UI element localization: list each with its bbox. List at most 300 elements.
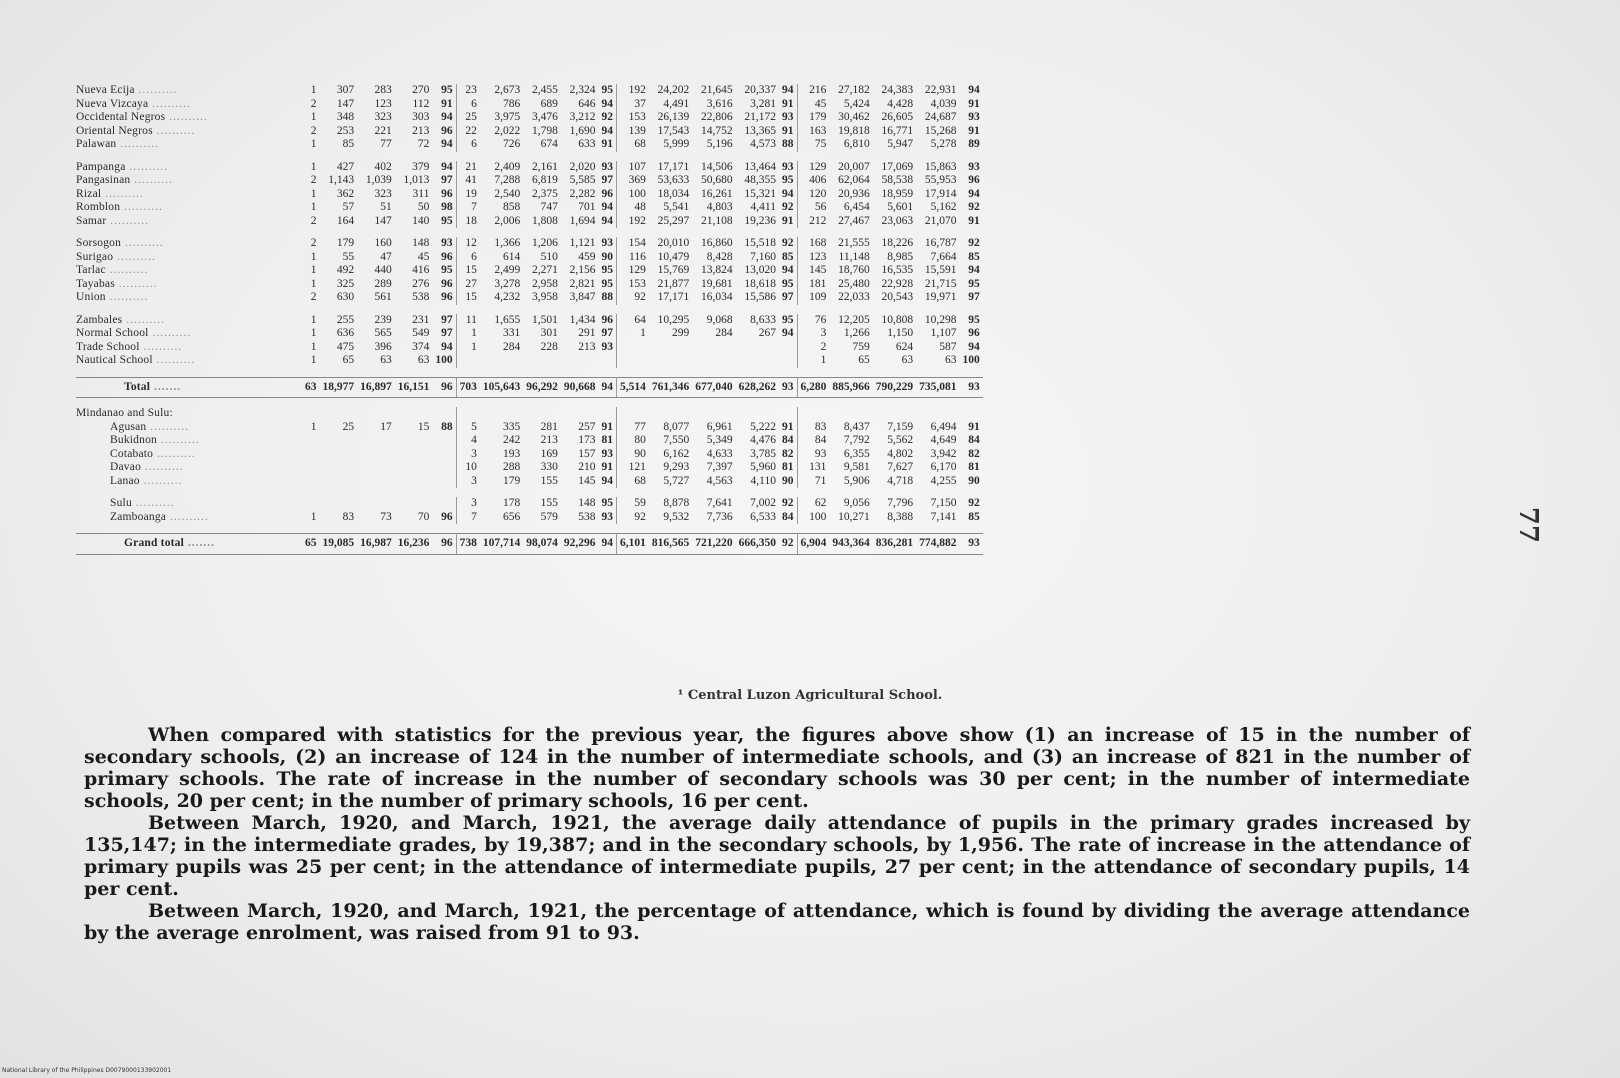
- table-cell: 93: [599, 237, 617, 251]
- table-cell: 475: [336, 340, 355, 353]
- table-cell: 94: [968, 187, 980, 200]
- table-cell: [523, 407, 561, 421]
- row-label-text: Lanao: [110, 474, 140, 487]
- table-cell: 192: [628, 214, 646, 227]
- table-cell: 5: [471, 420, 477, 433]
- table-cell: 1: [471, 340, 477, 353]
- table-cell: 4,039: [930, 97, 957, 110]
- table-cell: 25: [342, 420, 355, 433]
- table-cell: 160: [374, 237, 392, 249]
- table-cell: 16,860: [701, 237, 733, 249]
- table-cell: 94: [968, 340, 980, 353]
- table-cell: 22,806: [701, 111, 733, 123]
- table-cell: 16,787: [924, 237, 957, 249]
- table-cell: 92: [968, 201, 980, 213]
- table-cell: 4,649: [930, 434, 957, 446]
- table-cell: 231: [412, 313, 430, 326]
- table-cell: 93: [599, 511, 617, 525]
- table-cell: 1: [310, 510, 317, 523]
- table-cell: 633: [578, 138, 596, 150]
- row-label-text: Pampanga: [76, 160, 126, 173]
- row-label-text: Total: [124, 380, 151, 393]
- table-cell: 14,506: [701, 160, 733, 173]
- table-cell: 1: [310, 160, 317, 173]
- table-cell: 131: [809, 461, 827, 473]
- table-cell: 213: [412, 124, 430, 137]
- table-cell: 145: [578, 474, 596, 487]
- table-cell: 7,159: [887, 420, 914, 433]
- table-cell: 140: [412, 214, 430, 227]
- table-cell: 15,268: [924, 124, 957, 137]
- table-cell: 19,236: [744, 214, 776, 227]
- table-cell: 2,022: [494, 124, 521, 137]
- table-cell: 16,897: [357, 377, 395, 398]
- table-cell: 1: [310, 187, 317, 200]
- table-row: [76, 251, 983, 265]
- table-cell: 5,947: [887, 138, 914, 150]
- table-cell: 858: [503, 201, 521, 213]
- table-cell: 8,633: [750, 313, 776, 326]
- table-cell: 735,081: [916, 377, 959, 398]
- row-label: [76, 125, 302, 139]
- table-cell: 406: [809, 174, 827, 186]
- table-cell: 192: [628, 84, 646, 96]
- row-label: [76, 237, 302, 251]
- table-row: [76, 461, 983, 475]
- table-cell: 4,428: [887, 97, 914, 110]
- table-cell: [779, 354, 797, 368]
- table-cell: 98,074: [523, 534, 561, 555]
- table-cell: 18,618: [744, 277, 776, 290]
- table-cell: 3: [471, 474, 477, 487]
- table-cell: 15,591: [924, 264, 957, 276]
- table-cell: 23,063: [881, 214, 914, 227]
- row-spacer: [76, 305, 983, 314]
- table-cell: 90: [968, 474, 980, 487]
- table-cell: 94: [599, 215, 617, 229]
- table-cell: 13,365: [744, 124, 776, 137]
- row-label: [76, 475, 302, 489]
- table-cell: 22,928: [881, 277, 914, 290]
- table-cell: 93: [814, 447, 827, 460]
- table-cell: 97: [779, 291, 797, 305]
- table-cell: 416: [412, 264, 430, 276]
- row-label-text: Sorsogon: [76, 237, 122, 249]
- table-cell: [916, 407, 959, 421]
- table-cell: 7,288: [494, 174, 521, 186]
- table-cell: 459: [578, 250, 596, 263]
- table-cell: 10,808: [881, 313, 914, 326]
- table-cell: 307: [336, 84, 355, 96]
- table-cell: 45: [417, 250, 430, 263]
- table-cell: 9,056: [843, 497, 870, 509]
- row-label: [76, 461, 302, 475]
- table-cell: [432, 448, 456, 462]
- table-cell: [357, 461, 395, 475]
- table-cell: 9,581: [843, 461, 870, 473]
- row-spacer: [76, 398, 983, 408]
- table-cell: 4,476: [750, 434, 776, 446]
- table-cell: 1,808: [532, 214, 558, 227]
- table-cell: 1,039: [365, 174, 392, 186]
- table-cell: 239: [374, 313, 392, 326]
- table-cell: 1: [310, 354, 317, 366]
- table-cell: 96: [599, 314, 617, 328]
- table-cell: 80: [634, 434, 646, 446]
- table-cell: 289: [374, 277, 392, 290]
- table-row: [76, 354, 983, 368]
- table-cell: 154: [628, 237, 646, 249]
- table-cell: 7,736: [706, 510, 733, 523]
- table-cell: 213: [578, 340, 596, 353]
- table-cell: 759: [852, 340, 870, 353]
- table-cell: 157: [578, 447, 596, 460]
- table-cell: 2: [310, 237, 317, 249]
- table-cell: [320, 461, 358, 475]
- table-cell: 94: [779, 327, 797, 341]
- table-cell: 212: [809, 214, 827, 227]
- table-cell: 1,655: [494, 313, 521, 326]
- table-cell: 93: [779, 161, 797, 175]
- table-cell: 17,171: [657, 160, 690, 173]
- table-cell: 1,206: [532, 237, 558, 249]
- leader-dots: ..........: [146, 420, 189, 433]
- table-cell: 4,718: [887, 474, 914, 487]
- table-cell: 5,999: [663, 138, 690, 150]
- table-cell: [692, 407, 735, 421]
- table-cell: 1,694: [569, 214, 596, 227]
- table-cell: 2: [820, 340, 827, 353]
- table-cell: 88: [432, 421, 456, 435]
- table-cell: 15,769: [657, 264, 690, 276]
- table-cell: 303: [412, 111, 430, 123]
- table-cell: 19,971: [924, 291, 957, 303]
- table-cell: 94: [779, 188, 797, 202]
- row-label: [76, 188, 302, 202]
- table-row: [76, 434, 983, 448]
- row-label-text: Nueva Ecija: [76, 84, 135, 96]
- table-cell: 299: [672, 327, 690, 339]
- table-cell: 538: [412, 291, 430, 303]
- table-cell: 16,236: [395, 534, 433, 555]
- row-label: [76, 161, 302, 175]
- table-row: [76, 161, 983, 175]
- table-row: [76, 215, 983, 229]
- table-cell: 96: [432, 125, 456, 139]
- table-cell: 8,388: [887, 510, 914, 523]
- table-cell: 51: [380, 201, 392, 213]
- table-cell: 93: [968, 111, 980, 123]
- table-cell: 1,798: [532, 124, 558, 137]
- row-label-text: Mindanao and Sulu:: [76, 407, 173, 419]
- table-cell: 12: [465, 237, 477, 249]
- table-cell: [736, 354, 779, 368]
- table-cell: 16,535: [881, 264, 914, 276]
- table-cell: 94: [432, 341, 456, 355]
- paragraph-1: When compared with statistics for the previous year, the figures above show (1) an increase of 15 in the number of secondary schools, (2) an increase of 124 in the number of intermediate schools, and (3) an increase of 821 in the number of primary schools. The rate of increase in the number of secondary schools was 30 per cent; in the number of intermediate schools, 20 per cent; in the number of primary schools, 16 per cent.: [84, 724, 1470, 812]
- table-cell: 93: [432, 237, 456, 251]
- table-cell: 120: [809, 187, 827, 200]
- table-cell: 2,282: [569, 187, 596, 200]
- table-cell: 790,229: [873, 377, 916, 398]
- table-cell: [523, 354, 561, 368]
- table-cell: 19: [465, 187, 477, 200]
- table-row: [76, 201, 983, 215]
- table-cell: 331: [503, 327, 521, 339]
- table-cell: 93: [960, 534, 983, 555]
- leader-dots: ..........: [141, 461, 184, 473]
- table-row: [76, 421, 983, 435]
- table-cell: 3,958: [532, 291, 558, 303]
- table-cell: 178: [503, 497, 521, 509]
- table-cell: 17,171: [657, 291, 690, 303]
- table-cell: 123: [374, 97, 392, 110]
- table-cell: 325: [336, 277, 355, 290]
- table-cell: 91: [968, 97, 980, 110]
- table-cell: 20,543: [881, 291, 914, 303]
- table-cell: 92: [968, 237, 980, 249]
- table-cell: 96: [432, 278, 456, 292]
- table-cell: 96: [432, 534, 456, 555]
- row-spacer: [76, 152, 983, 161]
- table-cell: 148: [412, 237, 430, 249]
- row-label: [76, 174, 302, 188]
- table-cell: 63: [302, 377, 320, 398]
- table-cell: 18,977: [320, 377, 358, 398]
- table-cell: 94: [779, 84, 797, 98]
- table-cell: 100: [628, 187, 646, 200]
- row-label: [76, 377, 302, 398]
- table-cell: 94: [432, 111, 456, 125]
- leader-dots: ..........: [125, 160, 169, 173]
- table-cell: 510: [540, 250, 558, 263]
- table-cell: 7,141: [930, 510, 957, 523]
- table-cell: 100: [432, 354, 456, 368]
- table-cell: 96: [599, 188, 617, 202]
- table-cell: 75: [814, 138, 827, 150]
- table-cell: 5,906: [843, 474, 870, 487]
- leader-dots: ..........: [131, 497, 175, 509]
- table-cell: 85: [779, 251, 797, 265]
- table-cell: [617, 341, 649, 355]
- table-row: [76, 291, 983, 305]
- table-cell: 94: [432, 161, 456, 175]
- table-cell: 5,541: [663, 201, 690, 213]
- table-cell: 92: [779, 534, 797, 555]
- table-cell: 91: [599, 138, 617, 152]
- table-cell: 721,220: [692, 534, 735, 555]
- table-cell: 94: [599, 201, 617, 215]
- table-cell: 374: [412, 340, 430, 353]
- table-cell: 210: [578, 461, 596, 473]
- table-cell: 4,633: [706, 447, 733, 460]
- table-cell: 1,434: [569, 313, 596, 326]
- table-row: [76, 278, 983, 292]
- table-cell: [649, 354, 692, 368]
- table-cell: 93: [968, 160, 980, 173]
- row-label-text: Bukidnon: [110, 434, 157, 446]
- table-cell: 5,222: [750, 420, 776, 433]
- table-cell: 107,714: [480, 534, 523, 555]
- table-cell: 168: [809, 237, 827, 249]
- table-cell: 5,424: [843, 97, 870, 110]
- table-cell: 148: [578, 497, 596, 509]
- table-cell: 2,958: [532, 277, 558, 290]
- table-cell: 402: [374, 160, 392, 173]
- table-cell: 8,437: [843, 420, 870, 433]
- row-label-text: Romblon: [76, 201, 121, 213]
- row-label-text: Palawan: [76, 138, 117, 150]
- table-cell: 7,160: [750, 250, 776, 263]
- table-cell: [395, 448, 433, 462]
- table-cell: 5,585: [569, 174, 596, 186]
- table-row: [76, 188, 983, 202]
- table-cell: 4,255: [930, 474, 957, 487]
- table-cell: 93: [779, 377, 797, 398]
- table-cell: 11,148: [838, 250, 870, 263]
- table-cell: 10,271: [838, 510, 870, 523]
- table-row: [76, 475, 983, 489]
- table-cell: 17,069: [881, 160, 914, 173]
- row-label-text: Rizal: [76, 187, 102, 200]
- table-cell: 24,687: [924, 111, 957, 123]
- table-cell: 6,170: [930, 461, 957, 473]
- table-cell: 27,182: [838, 84, 870, 96]
- row-label-text: Tarlac: [76, 264, 106, 276]
- table-cell: 1: [310, 264, 317, 276]
- row-spacer: [76, 488, 983, 497]
- table-cell: 62: [814, 497, 827, 509]
- table-cell: 2,455: [532, 84, 558, 96]
- table-cell: 281: [540, 420, 558, 433]
- table-cell: 63: [901, 354, 914, 366]
- table-cell: 96: [432, 291, 456, 305]
- table-cell: 91: [779, 125, 797, 139]
- table-cell: 55,953: [924, 174, 957, 186]
- table-cell: 3,212: [569, 111, 596, 123]
- table-cell: [649, 341, 692, 355]
- table-row: [76, 497, 983, 511]
- table-cell: 379: [412, 160, 430, 173]
- table-cell: [302, 497, 320, 511]
- table-cell: 267: [758, 327, 776, 339]
- table-cell: 8,985: [887, 250, 914, 263]
- table-cell: 92: [968, 497, 980, 509]
- table-cell: 216: [809, 84, 827, 96]
- table-cell: 2: [310, 174, 317, 186]
- table-cell: 97: [968, 291, 980, 303]
- table-cell: 3: [471, 497, 477, 509]
- table-cell: 15: [465, 291, 477, 303]
- table-cell: 666,350: [736, 534, 779, 555]
- table-cell: 7,641: [706, 497, 733, 509]
- table-cell: [649, 407, 692, 421]
- table-cell: 91: [779, 98, 797, 112]
- table-cell: 85: [342, 138, 355, 150]
- table-cell: 181: [809, 277, 827, 290]
- table-cell: 10,298: [924, 313, 957, 326]
- table-cell: 153: [628, 277, 646, 290]
- table-cell: 5,278: [930, 138, 957, 150]
- table-cell: [432, 407, 456, 421]
- table-cell: 6,810: [843, 138, 870, 150]
- table-cell: 1,013: [403, 174, 430, 186]
- row-label-text: Surigao: [76, 250, 114, 263]
- table-cell: 19,681: [701, 277, 733, 290]
- table-cell: 6,904: [797, 534, 829, 555]
- table-cell: 6,162: [663, 447, 690, 460]
- table-cell: 41: [465, 174, 477, 186]
- table-cell: 63: [945, 354, 957, 366]
- table-cell: 1: [310, 250, 317, 263]
- row-label-text: Tayabas: [76, 277, 115, 290]
- row-label: [76, 497, 302, 511]
- table-cell: 95: [432, 84, 456, 98]
- table-cell: [302, 461, 320, 475]
- table-cell: 4,110: [750, 474, 776, 487]
- table-cell: 63: [417, 354, 430, 366]
- table-cell: 22,931: [924, 84, 957, 96]
- table-cell: 5,562: [887, 434, 914, 446]
- table-cell: 95: [968, 277, 980, 290]
- table-cell: 19,085: [320, 534, 358, 555]
- table-cell: 48: [634, 201, 646, 213]
- table-cell: 91: [432, 98, 456, 112]
- table-cell: 72: [417, 138, 430, 150]
- table-cell: 21,172: [744, 111, 776, 123]
- table-cell: 4,491: [663, 97, 690, 110]
- table-cell: 2,271: [532, 264, 558, 276]
- table-cell: 13,020: [744, 264, 776, 276]
- table-cell: 587: [939, 340, 957, 353]
- table-cell: 22,033: [838, 291, 870, 303]
- table-cell: 701: [578, 201, 596, 213]
- table-cell: 25,297: [657, 214, 690, 227]
- table-cell: 4,803: [706, 201, 733, 213]
- table-cell: 26,139: [657, 111, 690, 123]
- table-cell: 747: [540, 201, 558, 213]
- table-cell: 155: [540, 497, 558, 509]
- page-number: 77: [1513, 506, 1544, 544]
- table-cell: 4,573: [750, 138, 776, 150]
- table-cell: 85: [968, 250, 980, 263]
- row-label-text: Cotabato: [110, 447, 154, 460]
- leader-dots: ..........: [165, 111, 208, 123]
- table-cell: 1,143: [328, 174, 355, 186]
- table-cell: 646: [578, 97, 596, 110]
- table-cell: [432, 461, 456, 475]
- table-cell: 17,914: [924, 187, 957, 200]
- table-cell: 97: [432, 327, 456, 341]
- table-cell: 2,375: [532, 187, 558, 200]
- table-cell: 7,150: [930, 497, 957, 509]
- table-cell: 3,281: [750, 97, 776, 110]
- table-cell: 65: [858, 354, 870, 366]
- table-cell: 17: [380, 420, 392, 433]
- table-cell: 25,480: [838, 277, 870, 290]
- table-cell: 147: [374, 214, 392, 227]
- table-cell: 105,643: [480, 377, 523, 398]
- row-label: [76, 354, 302, 368]
- table-cell: 97: [432, 314, 456, 328]
- table-cell: 77: [380, 138, 392, 150]
- row-label-text: Oriental Negros: [76, 124, 153, 137]
- table-cell: 94: [599, 534, 617, 555]
- table-cell: 16,261: [701, 187, 733, 200]
- table-cell: 2,156: [569, 264, 596, 276]
- table-cell: 323: [374, 111, 392, 123]
- leader-dots: ..........: [156, 434, 200, 446]
